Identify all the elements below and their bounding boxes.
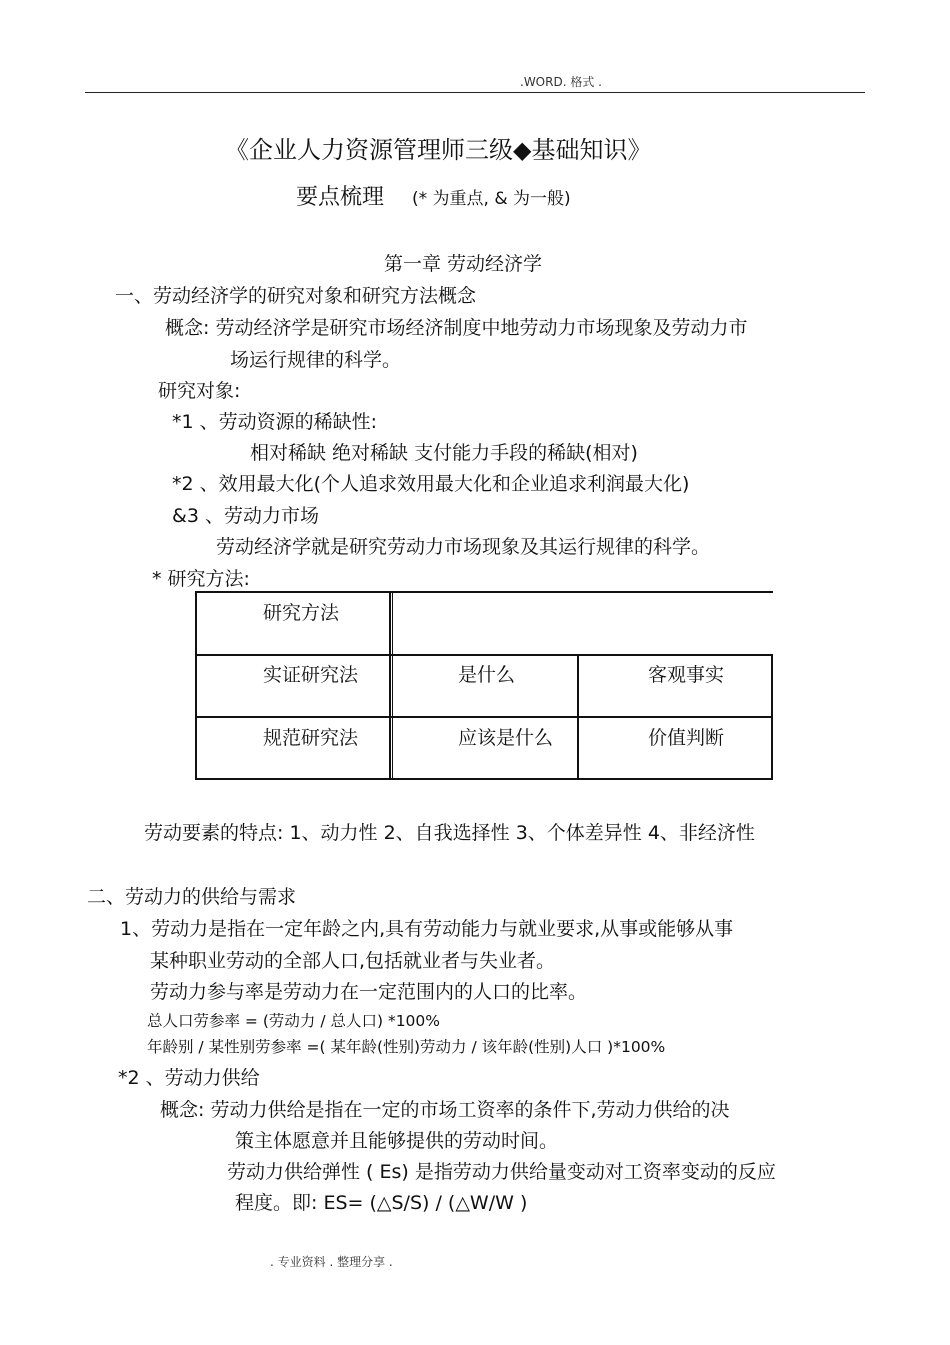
table-column-divider: [389, 591, 391, 780]
table-cell: 客观事实: [648, 664, 725, 686]
table-border-bottom: [195, 778, 773, 780]
research-object-item3: &3 、劳动力市场: [172, 505, 319, 527]
table-row-divider: [195, 654, 773, 656]
table-cell: 是什么: [458, 664, 516, 686]
section1-concept-line1: 概念: 劳动经济学是研究市场经济制度中地劳动力市场现象及劳动力市: [165, 317, 748, 339]
table-row-divider: [195, 716, 773, 718]
supply-elasticity-line1: 劳动力供给弹性 ( Es) 是指劳动力供给量变动对工资率变动的反应: [227, 1161, 776, 1183]
section2-item2: *2 、劳动力供给: [118, 1067, 260, 1089]
table-cell: 应该是什么: [458, 727, 554, 749]
table-column-divider: [392, 591, 393, 780]
table-cell: 规范研究法: [263, 727, 359, 749]
section1-concept-line2: 场运行规律的科学。: [230, 349, 402, 371]
participation-rate-formula-group: 年龄别 / 某性别劳参率 =( 某年龄(性别)劳动力 / 该年龄(性别)人口 )*100%: [147, 1038, 666, 1056]
section2-concept-line1: 概念: 劳动力供给是指在一定的市场工资率的条件下,劳动力供给的决: [160, 1099, 730, 1121]
table-border-top: [195, 591, 773, 593]
participation-rate-formula-total: 总人口劳参率 = (劳动力 / 总人口) *100%: [147, 1012, 441, 1030]
table-border-right: [771, 654, 773, 780]
table-cell: 价值判断: [648, 727, 725, 749]
supply-elasticity-line2: 程度。即: ES= (△S/S) / (△W/W ): [235, 1192, 528, 1214]
header-rule: [85, 92, 865, 93]
research-object-item2: *2 、效用最大化(个人追求效用最大化和企业追求利润最大化): [172, 473, 690, 495]
research-object-item1-detail: 相对稀缺 绝对稀缺 支付能力手段的稀缺(相对): [250, 442, 638, 464]
research-method-label: * 研究方法:: [152, 568, 250, 590]
labor-factor-features: 劳动要素的特点: 1、动力性 2、自我选择性 3、个体差异性 4、非经济性: [144, 822, 755, 844]
research-object-item1: *1 、劳动资源的稀缺性:: [172, 411, 378, 433]
section1-heading: 一、劳动经济学的研究对象和研究方法概念: [115, 285, 477, 307]
table-cell: 实证研究法: [263, 664, 359, 686]
table-column-divider: [577, 654, 579, 780]
chapter-heading: 第一章 劳动经济学: [384, 253, 543, 275]
document-subtitle: 要点梳理: [296, 185, 385, 210]
document-title: 《企业人力资源管理师三级◆基础知识》: [225, 136, 652, 164]
table-header-cell: 研究方法: [263, 602, 340, 624]
research-object-label: 研究对象:: [158, 380, 241, 402]
section2-item1-line3: 劳动力参与率是劳动力在一定范围内的人口的比率。: [150, 981, 588, 1003]
research-object-item3-detail: 劳动经济学就是研究劳动力市场现象及其运行规律的科学。: [216, 536, 711, 558]
section2-item1-line2: 某种职业劳动的全部人口,包括就业者与失业者。: [150, 950, 556, 972]
section2-heading: 二、劳动力的供给与需求: [87, 886, 297, 908]
table-border-left: [195, 591, 197, 780]
subtitle-note: (* 为重点, & 为一般): [412, 189, 571, 209]
page-header: .WORD. 格式 .: [520, 75, 602, 89]
section2-item1-line1: 1、劳动力是指在一定年龄之内,具有劳动能力与就业要求,从事或能够从事: [120, 918, 734, 940]
page-footer: . 专业资料 . 整理分享 .: [270, 1255, 393, 1269]
section2-concept-line2: 策主体愿意并且能够提供的劳动时间。: [235, 1130, 559, 1152]
